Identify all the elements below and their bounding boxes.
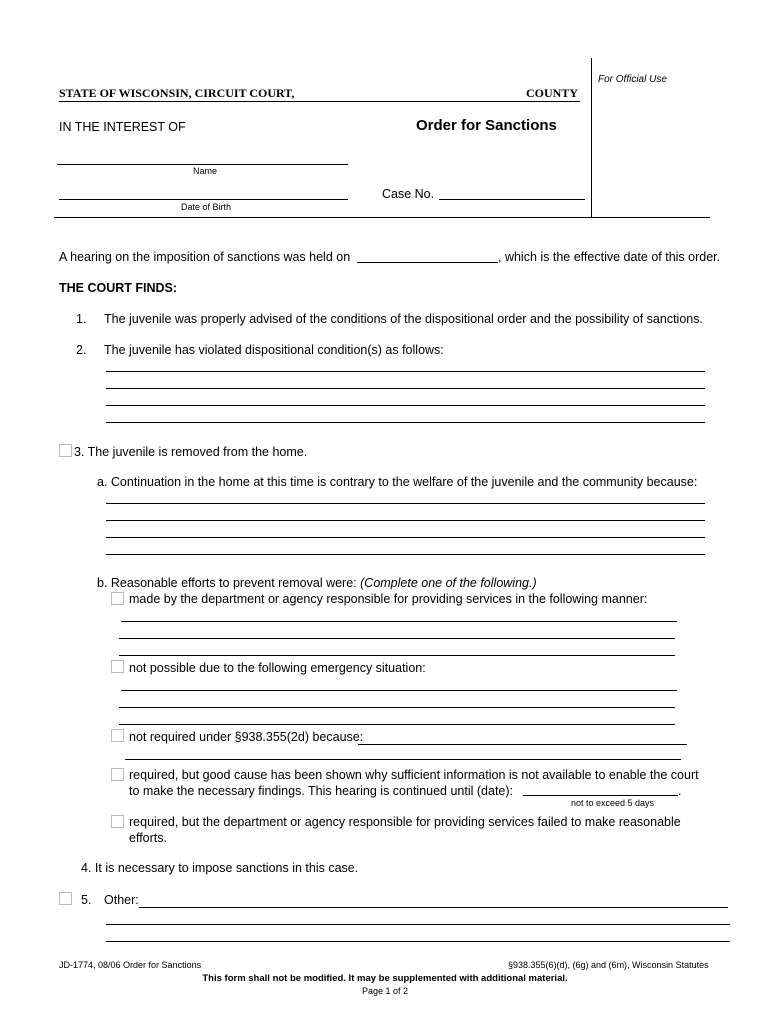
court-finds-heading: THE COURT FINDS: (59, 281, 178, 295)
item5-checkbox[interactable] (59, 892, 72, 905)
option-not-possible-checkbox[interactable] (111, 660, 124, 673)
item5-line[interactable] (106, 924, 730, 925)
option-not-possible-line[interactable] (119, 707, 675, 708)
item3a-line[interactable] (106, 537, 705, 538)
page-title: Order for Sanctions (416, 117, 557, 134)
dob-field[interactable] (59, 199, 348, 200)
item5-number: 5. (81, 893, 92, 907)
item3-text: 3. The juvenile is removed from the home. (74, 445, 308, 459)
option-not-required-line[interactable] (358, 744, 687, 745)
option-good-cause-checkbox[interactable] (111, 768, 124, 781)
option-not-required-checkbox[interactable] (111, 729, 124, 742)
option-good-cause-text-2: to make the necessary findings. This hearing is continued until (date): (129, 784, 514, 798)
dob-label: Date of Birth (181, 202, 232, 212)
item2-text: The juvenile has violated dispositional condition(s) as follows: (104, 343, 444, 357)
option-made-text: made by the department or agency responsible for providing services in the following manner: (129, 592, 648, 606)
item3a-line[interactable] (106, 503, 705, 504)
modification-notice: This form shall not be modified. It may be supplemented with additional material. (202, 973, 568, 984)
item3b-text (97, 576, 537, 590)
option-made-line[interactable] (119, 655, 675, 656)
county-blank-line[interactable] (59, 101, 580, 102)
option-failed-text-2: efforts. (129, 831, 167, 845)
hearing-text-post: , which is the effective date of this order. (498, 250, 721, 264)
option-made-checkbox[interactable] (111, 592, 124, 605)
item3a-text: a. Continuation in the home at this time is contrary to the welfare of the juvenile and the community because: (97, 475, 698, 489)
page-number: Page 1 of 2 (361, 986, 409, 996)
item5-line[interactable] (106, 941, 730, 942)
form-id: JD-1774, 08/06 Order for Sanctions (59, 960, 202, 970)
county-label: COUNTY (526, 86, 579, 100)
item1-text: The juvenile was properly advised of the conditions of the dispositional order and the possibility of sanctions. (104, 312, 703, 326)
continued-date-field[interactable] (523, 795, 678, 796)
item2-line[interactable] (106, 388, 705, 389)
statutes-reference: §938.355(6)(d), (6g) and (6m), Wisconsin Statutes (508, 960, 709, 970)
option-failed-checkbox[interactable] (111, 815, 124, 828)
interest-of-label: IN THE INTEREST OF (59, 120, 186, 134)
hearing-text-pre: A hearing on the imposition of sanctions was held on (59, 250, 351, 264)
item3a-line[interactable] (106, 520, 705, 521)
item5-text: Other: (104, 893, 139, 907)
official-use-label: For Official Use (598, 74, 667, 85)
name-field[interactable] (57, 164, 348, 165)
item2-line[interactable] (106, 405, 705, 406)
option-not-possible-line[interactable] (121, 690, 677, 691)
case-no-label: Case No. (382, 187, 435, 201)
hearing-date-field[interactable] (357, 262, 498, 263)
item5-line[interactable] (139, 907, 728, 908)
case-no-field[interactable] (439, 199, 585, 200)
option-good-cause-text-1: required, but good cause has been shown why sufficient information is not available to enable the court (129, 768, 699, 782)
option-not-required-text: not required under §938.355(2d) because: (129, 730, 364, 744)
court-heading: STATE OF WISCONSIN, CIRCUIT COURT, (59, 86, 295, 100)
item2-line[interactable] (106, 422, 705, 423)
item2-number: 2. (76, 343, 87, 357)
item1-number: 1. (76, 312, 87, 326)
option-failed-text-1: required, but the department or agency responsible for providing services failed to make reasonable (129, 815, 681, 829)
option-not-required-line[interactable] (125, 759, 681, 760)
continued-date-period: . (678, 784, 682, 798)
item3-checkbox[interactable] (59, 444, 72, 457)
item2-line[interactable] (106, 371, 705, 372)
option-made-line[interactable] (121, 621, 677, 622)
item3a-line[interactable] (106, 554, 705, 555)
option-not-possible-line[interactable] (119, 724, 675, 725)
option-made-line[interactable] (119, 638, 675, 639)
item3b-note: (Complete one of the following.) (360, 576, 537, 590)
item3b-label: b. Reasonable efforts to prevent removal were: (97, 576, 357, 590)
option-not-possible-text: not possible due to the following emergency situation: (129, 661, 426, 675)
not-exceed-note: not to exceed 5 days (571, 798, 655, 808)
item4-text: 4. It is necessary to impose sanctions in this case. (81, 861, 359, 875)
name-label: Name (193, 166, 218, 176)
